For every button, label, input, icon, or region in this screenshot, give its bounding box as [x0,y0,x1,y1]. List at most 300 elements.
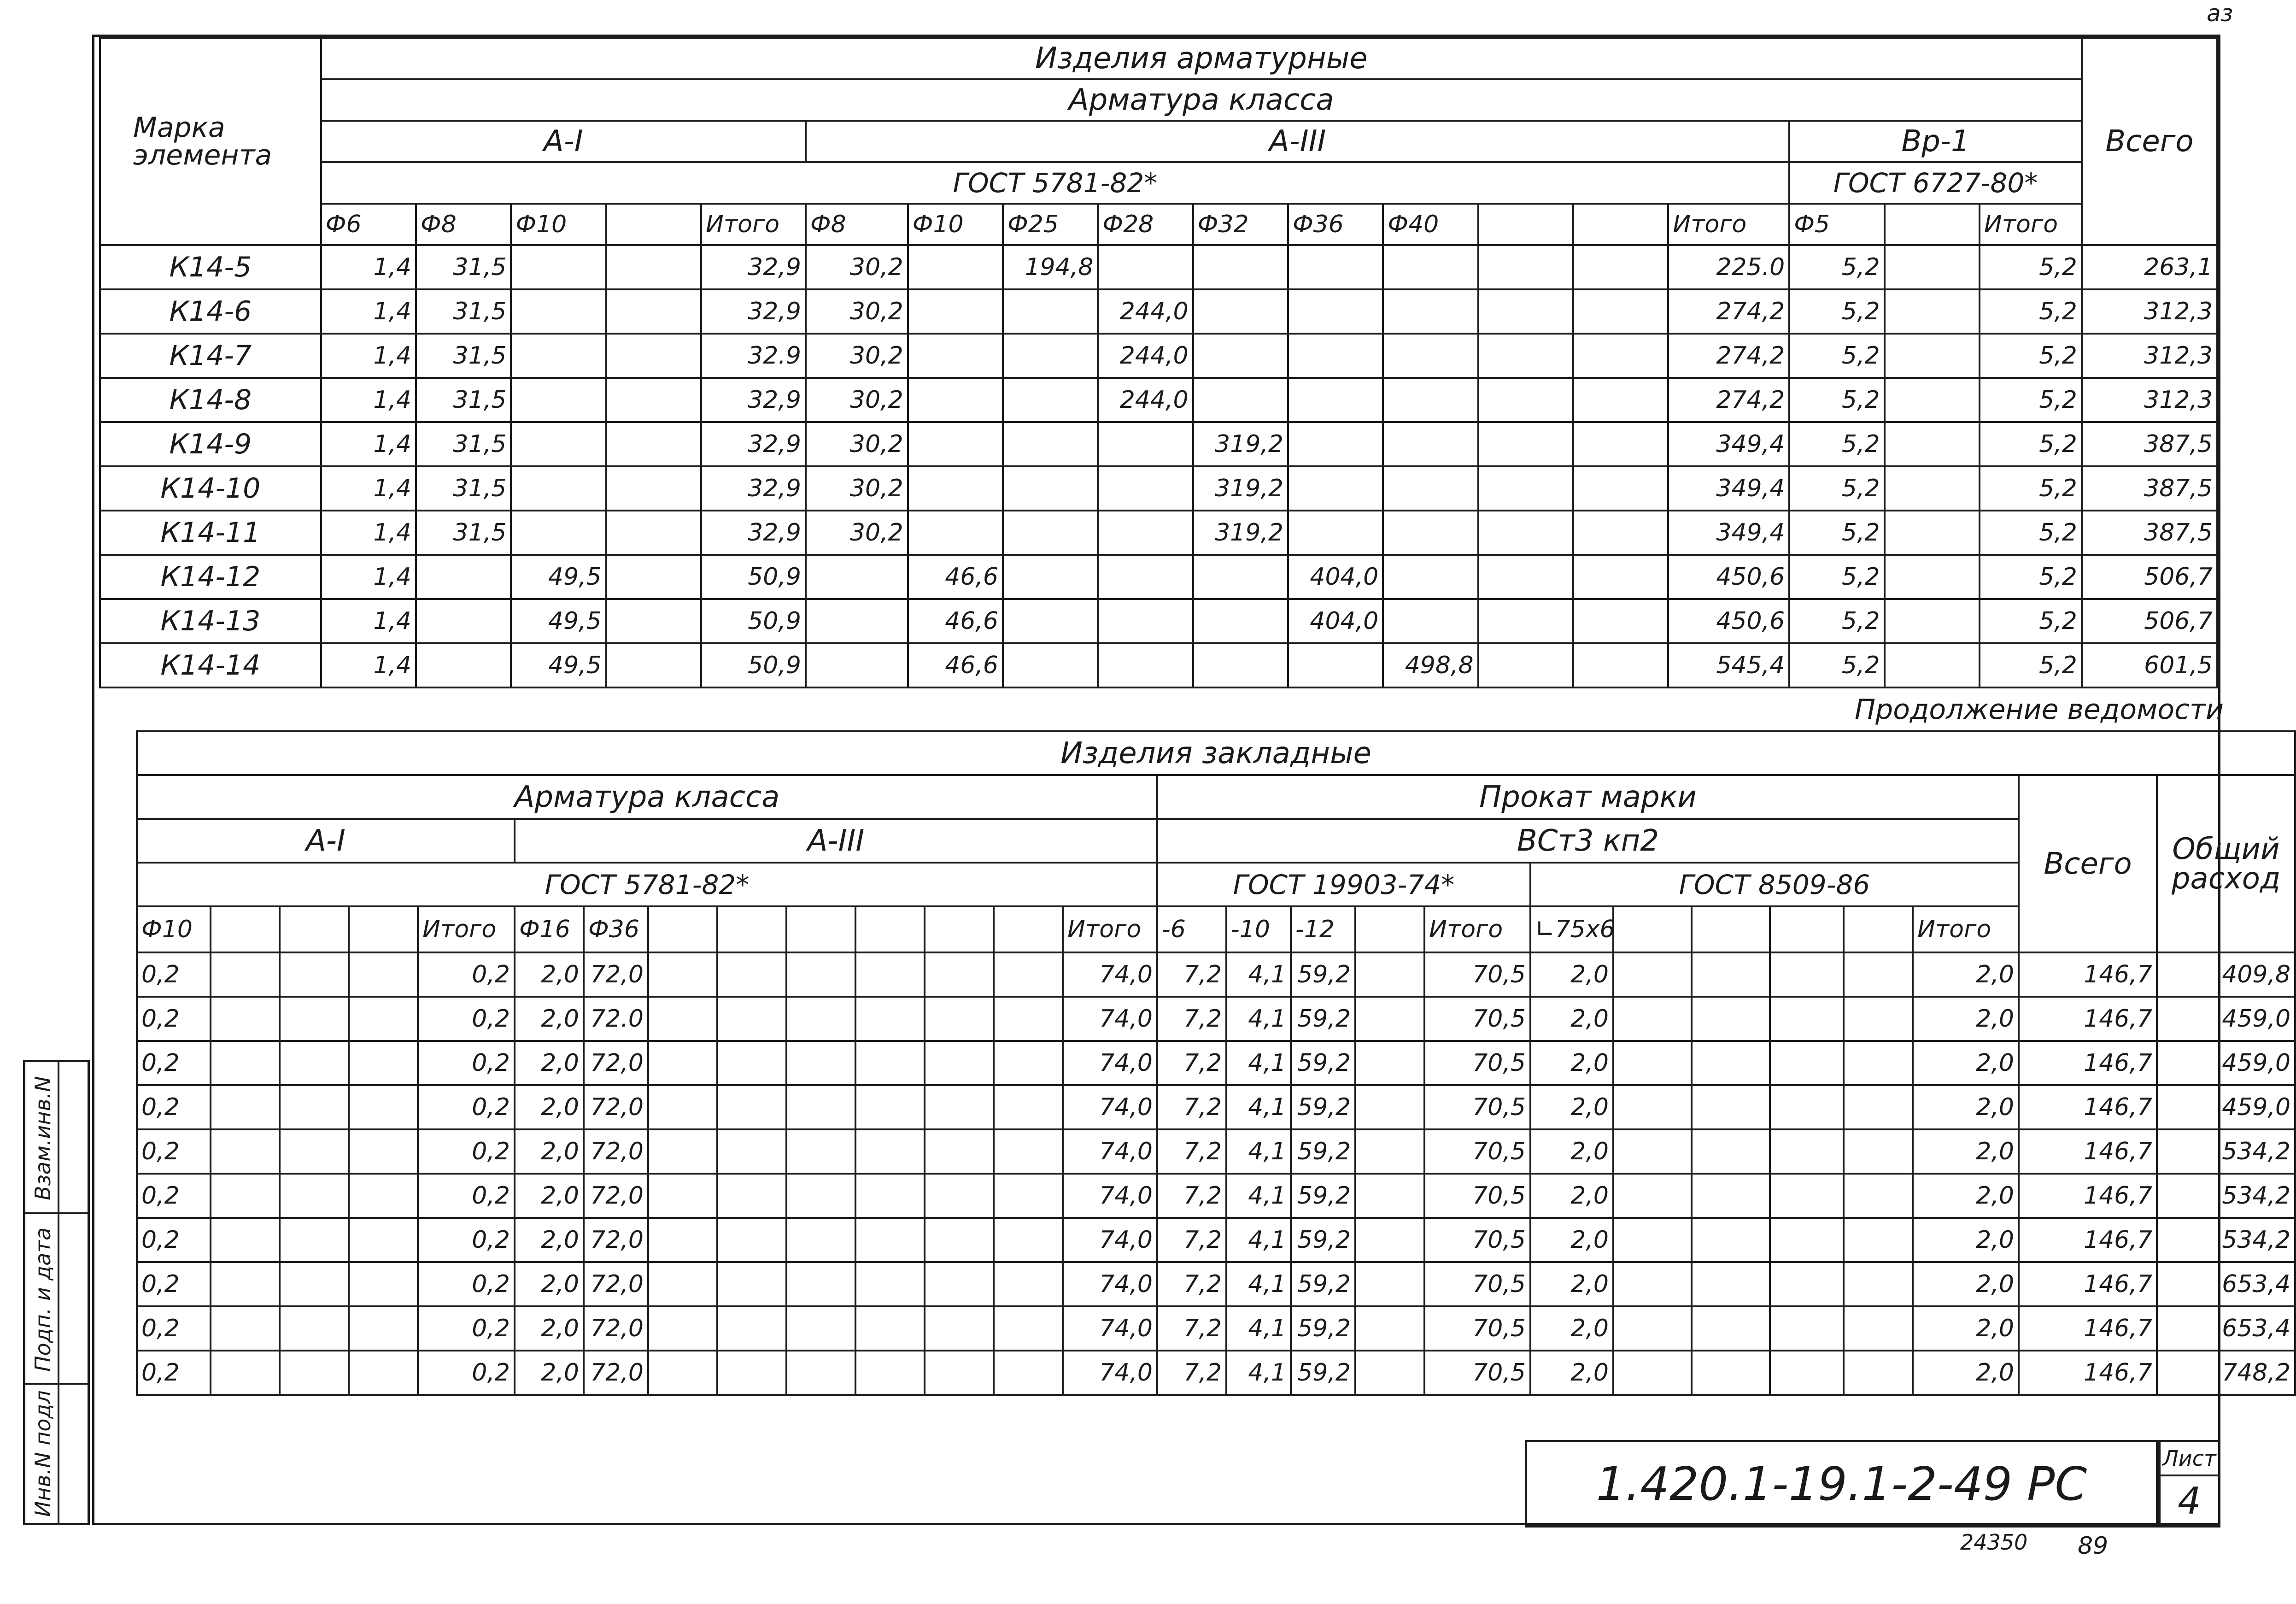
column-header: Ф10 [137,906,211,952]
data-cell: 274,2 [1668,334,1789,378]
arm-class-header-2: Арматура класса [137,775,1157,819]
data-cell [1844,1262,1913,1306]
data-cell [994,1262,1063,1306]
data-cell [211,1306,280,1351]
table-row [137,952,2295,997]
data-cell: 1,4 [321,643,416,687]
data-cell [1885,289,1980,334]
data-cell [786,997,855,1041]
data-cell [994,1218,1063,1262]
data-cell [1098,599,1193,643]
data-cell [349,1085,418,1129]
data-cell [648,1351,717,1395]
gost-5781-2: ГОСТ 5781-82* [137,863,1157,906]
data-cell: 5,2 [1789,289,1884,334]
data-cell: 1,4 [321,555,416,599]
data-cell [855,1174,925,1218]
data-cell [280,1218,349,1262]
data-cell: 74,0 [1063,1351,1157,1395]
prokat-header: Прокат марки [1157,775,2019,819]
data-cell: 5,2 [1789,643,1884,687]
data-cell: 74,0 [1063,1218,1157,1262]
data-cell: 4,1 [1226,1218,1291,1262]
data-cell: 225.0 [1668,245,1789,289]
data-cell: 2,0 [515,1041,584,1085]
data-cell: 4,1 [1226,1174,1291,1218]
data-cell: 59,2 [1291,1041,1355,1085]
table-row [100,289,2217,334]
data-cell: 32,9 [701,466,806,511]
data-cell: 244,0 [1098,334,1193,378]
overall-total: 459,0 [2157,1041,2295,1085]
data-cell [349,1218,418,1262]
data-cell: 2,0 [1530,1218,1613,1262]
data-cell: 72,0 [584,1218,648,1262]
column-header [1478,204,1573,245]
data-cell [806,643,908,687]
data-cell: 46,6 [908,599,1003,643]
data-cell: 1,4 [321,245,416,289]
data-cell: 72,0 [584,1262,648,1306]
data-cell: 4,1 [1226,1262,1291,1306]
overall-total: 459,0 [2157,997,2295,1041]
data-cell [994,1041,1063,1085]
column-header [1692,906,1770,952]
data-cell [1844,1041,1913,1085]
data-cell: 2,0 [515,1129,584,1174]
side-stamp [23,1060,90,1525]
data-cell: 30,2 [806,511,908,555]
data-cell: 31,5 [416,422,511,466]
data-cell: 2,0 [1913,1041,2019,1085]
data-cell: 59,2 [1291,1174,1355,1218]
row-total: 146,7 [2019,1262,2157,1306]
data-cell [1003,511,1098,555]
data-cell [1573,555,1668,599]
row-total: 263,1 [2082,245,2217,289]
data-cell [1692,952,1770,997]
data-cell [1692,1129,1770,1174]
data-cell: 5,2 [1980,511,2082,555]
data-cell: 30,2 [806,378,908,422]
data-cell [1770,1085,1844,1129]
data-cell: 5,2 [1980,643,2082,687]
element-mark: К14-9 [100,422,321,466]
data-cell: 4,1 [1226,1085,1291,1129]
data-cell [648,1041,717,1085]
data-cell: 0,2 [137,1085,211,1129]
data-cell: 70,5 [1424,1306,1530,1351]
data-cell [1692,1262,1770,1306]
data-cell [1288,643,1383,687]
data-cell [1885,511,1980,555]
data-cell [211,1351,280,1395]
column-header: Ф36 [1288,204,1383,245]
data-cell [211,997,280,1041]
total-header-2: Всего [2019,775,2157,952]
column-header [1770,906,1844,952]
overall-total: 534,2 [2157,1129,2295,1174]
data-cell [925,1351,994,1395]
data-cell [1003,378,1098,422]
table-row [137,997,2295,1041]
data-cell: 2,0 [1913,1306,2019,1351]
data-cell: 2,0 [515,997,584,1041]
data-cell: 72,0 [584,1041,648,1085]
data-cell [994,1174,1063,1218]
data-cell [1478,555,1573,599]
data-cell [1478,599,1573,643]
data-cell [1478,466,1573,511]
gost-19903: ГОСТ 19903-74* [1157,863,1530,906]
column-header: Ф32 [1193,204,1288,245]
data-cell: 72,0 [584,1306,648,1351]
data-cell [994,1085,1063,1129]
data-cell [717,1041,786,1085]
table-row [137,1129,2295,1174]
data-cell: 2,0 [1530,1174,1613,1218]
stamp-orig-inv: Инв.N подл [30,1390,55,1517]
column-header: Итого [701,204,806,245]
gost-5781: ГОСТ 5781-82* [321,162,1790,204]
data-cell [280,1085,349,1129]
element-mark-header: Марка элемента [100,38,321,245]
column-header [606,204,701,245]
data-cell [1770,1218,1844,1262]
data-cell: 1,4 [321,334,416,378]
row-total: 387,5 [2082,466,2217,511]
data-cell [280,952,349,997]
data-cell [280,997,349,1041]
data-cell: 31,5 [416,289,511,334]
data-cell: 70,5 [1424,1129,1530,1174]
data-cell [1885,643,1980,687]
column-header: -6 [1157,906,1226,952]
data-cell: 74,0 [1063,1085,1157,1129]
data-cell [349,1174,418,1218]
data-cell [1692,1306,1770,1351]
data-cell: 5,2 [1789,422,1884,466]
data-cell: 5,2 [1980,334,2082,378]
continuation-note: Продолжение ведомости [1854,693,2224,726]
table-row [137,1306,2295,1351]
data-cell: 5,2 [1789,378,1884,422]
class-a3: А-III [806,121,1789,162]
data-cell [1003,643,1098,687]
data-cell: 0,2 [418,1129,515,1174]
data-cell [855,1262,925,1306]
data-cell [416,555,511,599]
data-cell [1003,334,1098,378]
data-cell [349,1262,418,1306]
data-cell [1885,466,1980,511]
data-cell: 30,2 [806,466,908,511]
data-cell [648,1262,717,1306]
data-cell [1573,422,1668,466]
data-cell: 0,2 [418,952,515,997]
data-cell [1288,511,1383,555]
data-cell: 74,0 [1063,1129,1157,1174]
row-total: 146,7 [2019,1351,2157,1395]
element-mark: К14-11 [100,511,321,555]
data-cell [349,1041,418,1085]
data-cell [349,997,418,1041]
data-cell [1885,599,1980,643]
table-row [137,1041,2295,1085]
data-cell [1844,1174,1913,1218]
data-cell: 59,2 [1291,1262,1355,1306]
column-header [994,906,1063,952]
column-header [1885,204,1980,245]
data-cell: 1,4 [321,378,416,422]
data-cell [211,1085,280,1129]
data-cell: 70,5 [1424,997,1530,1041]
data-cell: 319,2 [1193,466,1288,511]
data-cell: 2,0 [1913,952,2019,997]
data-cell: 2,0 [1530,997,1613,1041]
data-cell [717,952,786,997]
data-cell [1098,466,1193,511]
data-cell [1355,1218,1424,1262]
data-cell [908,466,1003,511]
column-header: Итого [1913,906,2019,952]
data-cell: 49,5 [511,643,606,687]
column-header: Ф36 [584,906,648,952]
page-number: 89 [2078,1532,2109,1560]
data-cell [280,1351,349,1395]
column-header: Итого [1980,204,2082,245]
data-cell [1844,952,1913,997]
data-cell: 50,9 [701,643,806,687]
data-cell [855,1351,925,1395]
data-cell [1692,1351,1770,1395]
gost-8509: ГОСТ 8509-86 [1530,863,2019,906]
data-cell: 59,2 [1291,1218,1355,1262]
table-row [100,511,2217,555]
data-cell [1355,1262,1424,1306]
data-cell [1383,378,1478,422]
row-total: 387,5 [2082,422,2217,466]
data-cell: 2,0 [1530,1306,1613,1351]
data-cell [717,1129,786,1174]
element-mark: К14-12 [100,555,321,599]
data-cell: 5,2 [1789,334,1884,378]
data-cell [606,378,701,422]
data-cell [855,1129,925,1174]
data-cell: 74,0 [1063,1041,1157,1085]
data-cell: 0,2 [137,1262,211,1306]
data-cell [717,1351,786,1395]
data-cell [1613,1306,1692,1351]
data-cell [1770,1129,1844,1174]
data-cell [1478,289,1573,334]
data-cell: 4,1 [1226,1129,1291,1174]
column-header: Итого [1063,906,1157,952]
row-total: 506,7 [2082,599,2217,643]
data-cell [606,422,701,466]
row-total: 146,7 [2019,1218,2157,1262]
data-cell [1003,555,1098,599]
data-cell [1355,952,1424,997]
data-cell [1770,1351,1844,1395]
data-cell [1478,334,1573,378]
data-cell: 2,0 [1913,1085,2019,1129]
column-header: -12 [1291,906,1355,952]
data-cell [786,1262,855,1306]
data-cell [648,1085,717,1129]
data-cell: 46,6 [908,643,1003,687]
column-header [349,906,418,952]
data-cell: 1,4 [321,466,416,511]
data-cell: 7,2 [1157,997,1226,1041]
section-title-embedded: Изделия закладные [137,731,2295,775]
data-cell: 30,2 [806,334,908,378]
data-cell: 4,1 [1226,1306,1291,1351]
data-cell [908,378,1003,422]
data-cell: 5,2 [1789,466,1884,511]
data-cell [717,1174,786,1218]
data-cell [1692,1041,1770,1085]
data-cell [511,289,606,334]
table-row [100,599,2217,643]
data-cell: 2,0 [1530,1262,1613,1306]
data-cell: 32.9 [701,334,806,378]
data-cell [211,1129,280,1174]
column-header [786,906,855,952]
total-header: Всего [2082,38,2217,245]
data-cell: 0,2 [137,1306,211,1351]
data-cell: 5,2 [1980,599,2082,643]
sheet-number: 4 [2178,1480,2201,1522]
stamp-row-line [25,1214,88,1385]
data-cell: 7,2 [1157,1041,1226,1085]
data-cell [1383,555,1478,599]
data-cell [717,997,786,1041]
data-cell: 4,1 [1226,1351,1291,1395]
data-cell [1770,997,1844,1041]
table-row [100,245,2217,289]
column-header: Ф8 [416,204,511,245]
data-cell: 70,5 [1424,1218,1530,1262]
data-cell [806,599,908,643]
data-cell: 74,0 [1063,1174,1157,1218]
data-cell [1098,511,1193,555]
data-cell: 5,2 [1789,245,1884,289]
gost-6727: ГОСТ 6727-80* [1789,162,2082,204]
data-cell: 1,4 [321,511,416,555]
data-cell: 2,0 [515,1085,584,1129]
data-cell [1383,334,1478,378]
row-total: 146,7 [2019,952,2157,997]
data-cell [1193,555,1288,599]
data-cell [280,1174,349,1218]
data-cell [1355,1041,1424,1085]
data-cell: 2,0 [1913,997,2019,1041]
data-cell: 4,1 [1226,1041,1291,1085]
data-cell [855,1041,925,1085]
row-total: 312,3 [2082,289,2217,334]
data-cell [1383,511,1478,555]
data-cell [1844,1306,1913,1351]
table-row [137,1351,2295,1395]
data-cell: 72,0 [584,1351,648,1395]
data-cell [1770,1174,1844,1218]
column-header [280,906,349,952]
data-cell [648,997,717,1041]
data-cell: 31,5 [416,511,511,555]
data-cell [1288,289,1383,334]
row-total: 601,5 [2082,643,2217,687]
data-cell: 30,2 [806,289,908,334]
data-cell [855,1085,925,1129]
row-total: 146,7 [2019,1085,2157,1129]
data-cell [1844,997,1913,1041]
class-a1-2: А-I [137,819,515,863]
table-row [137,1218,2295,1262]
data-cell: 2,0 [515,1306,584,1351]
data-cell [1573,245,1668,289]
data-cell: 0,2 [137,1174,211,1218]
embedded-products-table [136,730,2296,1396]
data-cell [1885,422,1980,466]
row-total: 312,3 [2082,378,2217,422]
table-row [137,1085,2295,1129]
data-cell [717,1262,786,1306]
data-cell [349,952,418,997]
data-cell [1613,1262,1692,1306]
class-a1: А-I [321,121,806,162]
row-total: 506,7 [2082,555,2217,599]
data-cell [994,1351,1063,1395]
data-cell: 72,0 [584,1129,648,1174]
data-cell [1003,422,1098,466]
data-cell [1355,1174,1424,1218]
data-cell: 7,2 [1157,1306,1226,1351]
data-cell: 2,0 [515,1218,584,1262]
data-cell: 1,4 [321,422,416,466]
data-cell: 59,2 [1291,1306,1355,1351]
reinforcement-products-table [99,37,2218,688]
document-code: 1.420.1-19.1-2-49 РС [1596,1457,2087,1511]
data-cell: 0,2 [418,1041,515,1085]
data-cell: 5,2 [1789,555,1884,599]
data-cell [786,1306,855,1351]
data-cell [1098,555,1193,599]
data-cell: 70,5 [1424,1041,1530,1085]
data-cell [994,952,1063,997]
column-header [855,906,925,952]
data-cell: 72,0 [584,1174,648,1218]
data-cell: 274,2 [1668,378,1789,422]
data-cell: 5,2 [1980,466,2082,511]
data-cell: 72,0 [584,1085,648,1129]
stamp-sign-date: Подп. и дата [30,1227,55,1372]
data-cell: 2,0 [1530,1085,1613,1129]
overall-total: 409,8 [2157,952,2295,997]
column-header: Ф40 [1383,204,1478,245]
data-cell: 450,6 [1668,599,1789,643]
column-header: Итого [418,906,515,952]
data-cell [349,1351,418,1395]
data-cell [511,334,606,378]
data-cell [1613,1129,1692,1174]
data-cell: 32,9 [701,289,806,334]
data-cell: 0,2 [418,1085,515,1129]
data-cell [606,511,701,555]
data-cell [1003,466,1098,511]
element-mark: К14-14 [100,643,321,687]
data-cell [908,334,1003,378]
